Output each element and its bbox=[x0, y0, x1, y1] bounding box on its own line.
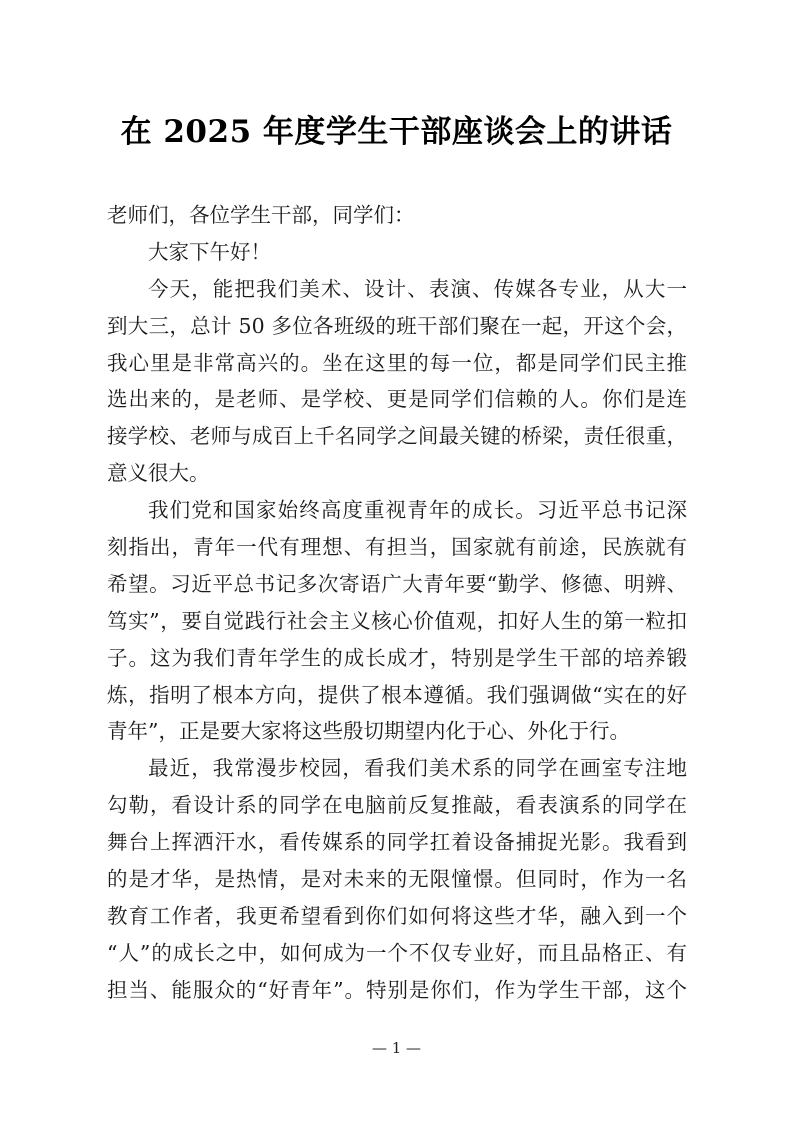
page-number: — 1 — bbox=[371, 1039, 422, 1057]
paragraph-3-line-2: 勾勒，看设计系的同学在电脑前反复推敲，看表演系的同学在 bbox=[107, 793, 687, 818]
paragraph-2-line-6: 炼，指明了根本方向，提供了根本遵循。我们强调做“实在的好 bbox=[107, 682, 687, 707]
salutation: 老师们，各位学生干部，同学们： bbox=[107, 203, 415, 227]
paragraph-3-line-6: “人”的成长之中，如何成为一个不仅专业好，而且品格正、有 bbox=[107, 940, 687, 965]
paragraph-3-line-1: 最近，我常漫步校园，看我们美术系的同学在画室专注地 bbox=[148, 756, 687, 781]
paragraph-2-line-5: 子。这为我们青年学生的成长成才，特别是学生干部的培养锻 bbox=[107, 645, 687, 670]
paragraph-2-line-2: 刻指出，青年一代有理想、有担当，国家就有前途，民族就有 bbox=[107, 535, 687, 560]
paragraph-2-line-3: 希望。习近平总书记多次寄语广大青年要“勤学、修德、明辨、 bbox=[107, 571, 687, 596]
paragraph-3-line-4: 的是才华，是热情，是对未来的无限憧憬。但同时，作为一名 bbox=[107, 867, 687, 892]
paragraph-1-line-3: 我心里是非常高兴的。坐在这里的每一位，都是同学们民主推 bbox=[107, 350, 687, 375]
greeting: 大家下午好！ bbox=[148, 239, 271, 264]
paragraph-3-line-7: 担当、能服众的“好青年”。特别是你们，作为学生干部，这个 bbox=[107, 977, 687, 1002]
paragraph-2-line-4: 笃实”，要自觉践行社会主义核心价值观，扣好人生的第一粒扣 bbox=[107, 608, 687, 633]
paragraph-1-line-1: 今天，能把我们美术、设计、表演、传媒各专业，从大一 bbox=[148, 276, 687, 301]
document-title: 在 2025 年度学生干部座谈会上的讲话 bbox=[120, 114, 673, 150]
document-body bbox=[107, 197, 687, 1009]
paragraph-2-line-7: 青年”，正是要大家将这些殷切期望内化于心、外化于行。 bbox=[107, 719, 630, 744]
paragraph-2-line-1: 我们党和国家始终高度重视青年的成长。习近平总书记深 bbox=[148, 498, 687, 523]
paragraph-3-line-5: 教育工作者，我更希望看到你们如何将这些才华，融入到一个 bbox=[107, 903, 687, 928]
paragraph-1-line-4: 选出来的，是老师、是学校、更是同学们信赖的人。你们是连 bbox=[107, 387, 687, 412]
paragraph-1-line-2: 到大三，总计 50 多位各班级的班干部们聚在一起，开这个会， bbox=[107, 313, 687, 338]
paragraph-3-line-3: 舞台上挥洒汗水，看传媒系的同学扛着设备捕捉光影。我看到 bbox=[107, 830, 687, 855]
paragraph-1-line-6: 意义很大。 bbox=[107, 461, 210, 486]
paragraph-1-line-5: 接学校、老师与成百上千名同学之间最关键的桥梁，责任很重， bbox=[107, 424, 687, 449]
